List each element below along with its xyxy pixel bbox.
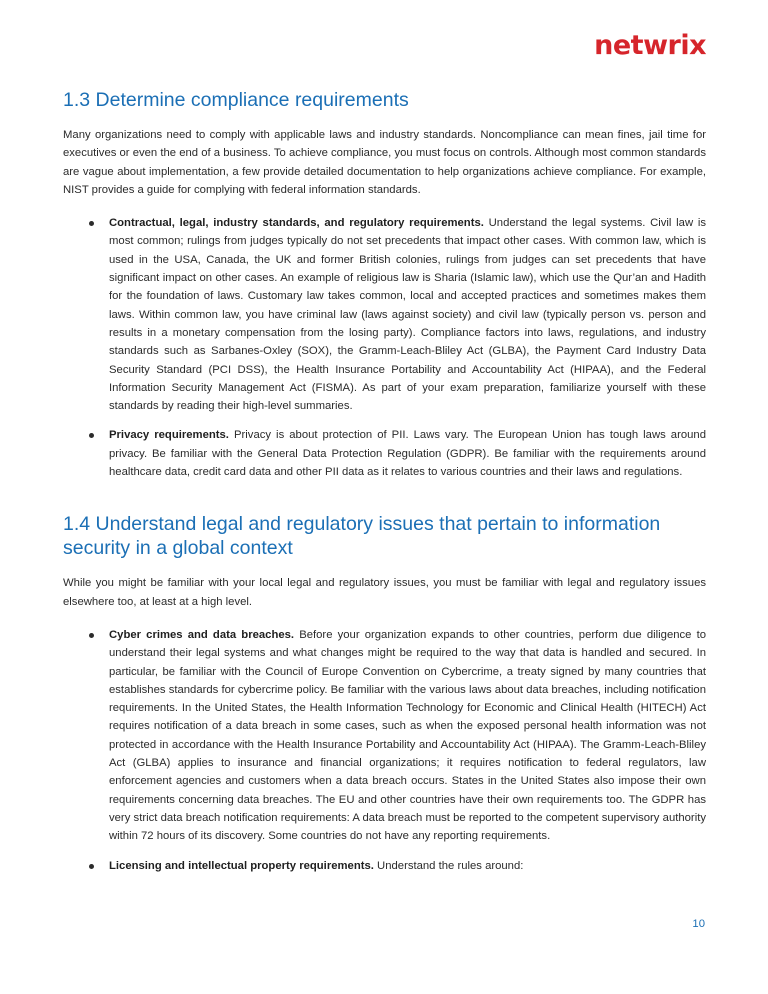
bullet-list-1-3: [63, 214, 706, 481]
list-item: [63, 426, 706, 481]
bullet-list-1-4: [63, 626, 706, 875]
list-item-text: [109, 426, 706, 481]
page-content: [63, 88, 706, 886]
section-heading-1-3: 1.3 Determine compliance requirements: [63, 89, 409, 111]
list-item-title: Privacy requirements.: [109, 429, 229, 442]
bullet-icon: [89, 633, 94, 638]
list-item-title: Licensing and intellectual property requirements.: [109, 859, 374, 872]
list-item-text: [109, 857, 706, 875]
section-intro-1-3: Many organizations need to comply with applicable laws and industry standards. Noncompliance can mean fines, jail time for executives or even the end of a business. To achieve compliance, you must focus on controls. Although most common standards are vague about implementation, a few provide detailed documentation to help organizations achieve compliance. For example, NIST provides a guide for complying with federal information standards.: [63, 129, 706, 196]
list-item-title: Cyber crimes and data breaches.: [109, 628, 295, 641]
page-number: 10: [692, 918, 705, 930]
list-item-body: Understand the rules around:: [373, 859, 524, 872]
bullet-icon: [89, 221, 94, 226]
bullet-icon: [89, 433, 94, 438]
netwrix-logo: netwrix: [594, 30, 706, 61]
list-item-body: Before your organization expands to other countries, perform due diligence to understand their legal systems and what changes might be required to the way that data is handled and secured. In particular, be familiar with the Council of Europe Convention on Cybercrime, a treaty signed by many countries that establishes standards for cybercrime policy. Be familiar with the various laws about data breaches, including notification requirements. In the United States, the Health Information Technology for Economic and Clinical Health (HITECH) Act requires notification of a data breach in some cases, such as when the exposed personal health information was not protected in accordance with the Health Insurance Portability and Accountability Act (HIPAA). The Gramm-Leach-Bliley Act (GLBA) applies to insurance and financial organizations; it requires notification to federal regulators, law enforcement agencies and customers when a data breach occurs. States in the United States also impose their own requirements concerning data breaches. The EU and other countries have their own requirements too. The GDPR has very strict data breach notification requirements: A data breach must be reported to the competent supervisory authority within 72 hours of its discovery. Some countries do not have any reporting requirements.: [109, 628, 706, 843]
bullet-icon: [89, 864, 94, 869]
list-item: [63, 214, 706, 415]
list-item-title: Contractual, legal, industry standards, and regulatory requirements.: [109, 217, 484, 230]
list-item: [63, 857, 706, 875]
section-heading-1-4: 1.4 Understand legal and regulatory issues that pertain to information security in a global context: [63, 513, 661, 560]
list-item-body: Understand the legal systems. Civil law is most common; rulings from judges typically do not set precedents that impact other cases. With common law, which is used in the USA, Canada, the UK and former British colonies, rulings from judges can set precedents that have significant impact on other cases. An example of religious law is Sharia (Islamic law), which use the Qur’an and Hadith for the foundation of laws. Customary law takes common, local and accepted practices and sometimes makes them laws. Within common law, you have criminal law (laws against society) and civil law (typically person vs. person and results in a monetary compensation from the losing party). Compliance factors into laws, regulations, and industry standards such as Sarbanes-Oxley (SOX), the Gramm-Leach-Bliley Act (GLBA), the Payment Card Industry Data Security Standard (PCI DSS), the Health Insurance Portability and Accountability Act (HIPAA), and the Federal Information Security Management Act (FISMA). As part of your exam preparation, familiarize yourself with these standards by reading their high-level summaries.: [109, 217, 706, 413]
section-intro-1-4: While you might be familiar with your local legal and regulatory issues, you must be familiar with legal and regulatory issues elsewhere too, at least at a high level.: [63, 577, 706, 608]
list-item-text: [109, 214, 706, 415]
list-item-text: [109, 626, 706, 846]
list-item-body: Privacy is about protection of PII. Laws vary. The European Union has tough laws around privacy. Be familiar with the General Data Protection Regulation (GDPR). Be familiar with the requirements around healthcare data, credit card data and other PII data as it relates to various countries and their laws and regulations.: [109, 429, 706, 479]
list-item: [63, 626, 706, 846]
